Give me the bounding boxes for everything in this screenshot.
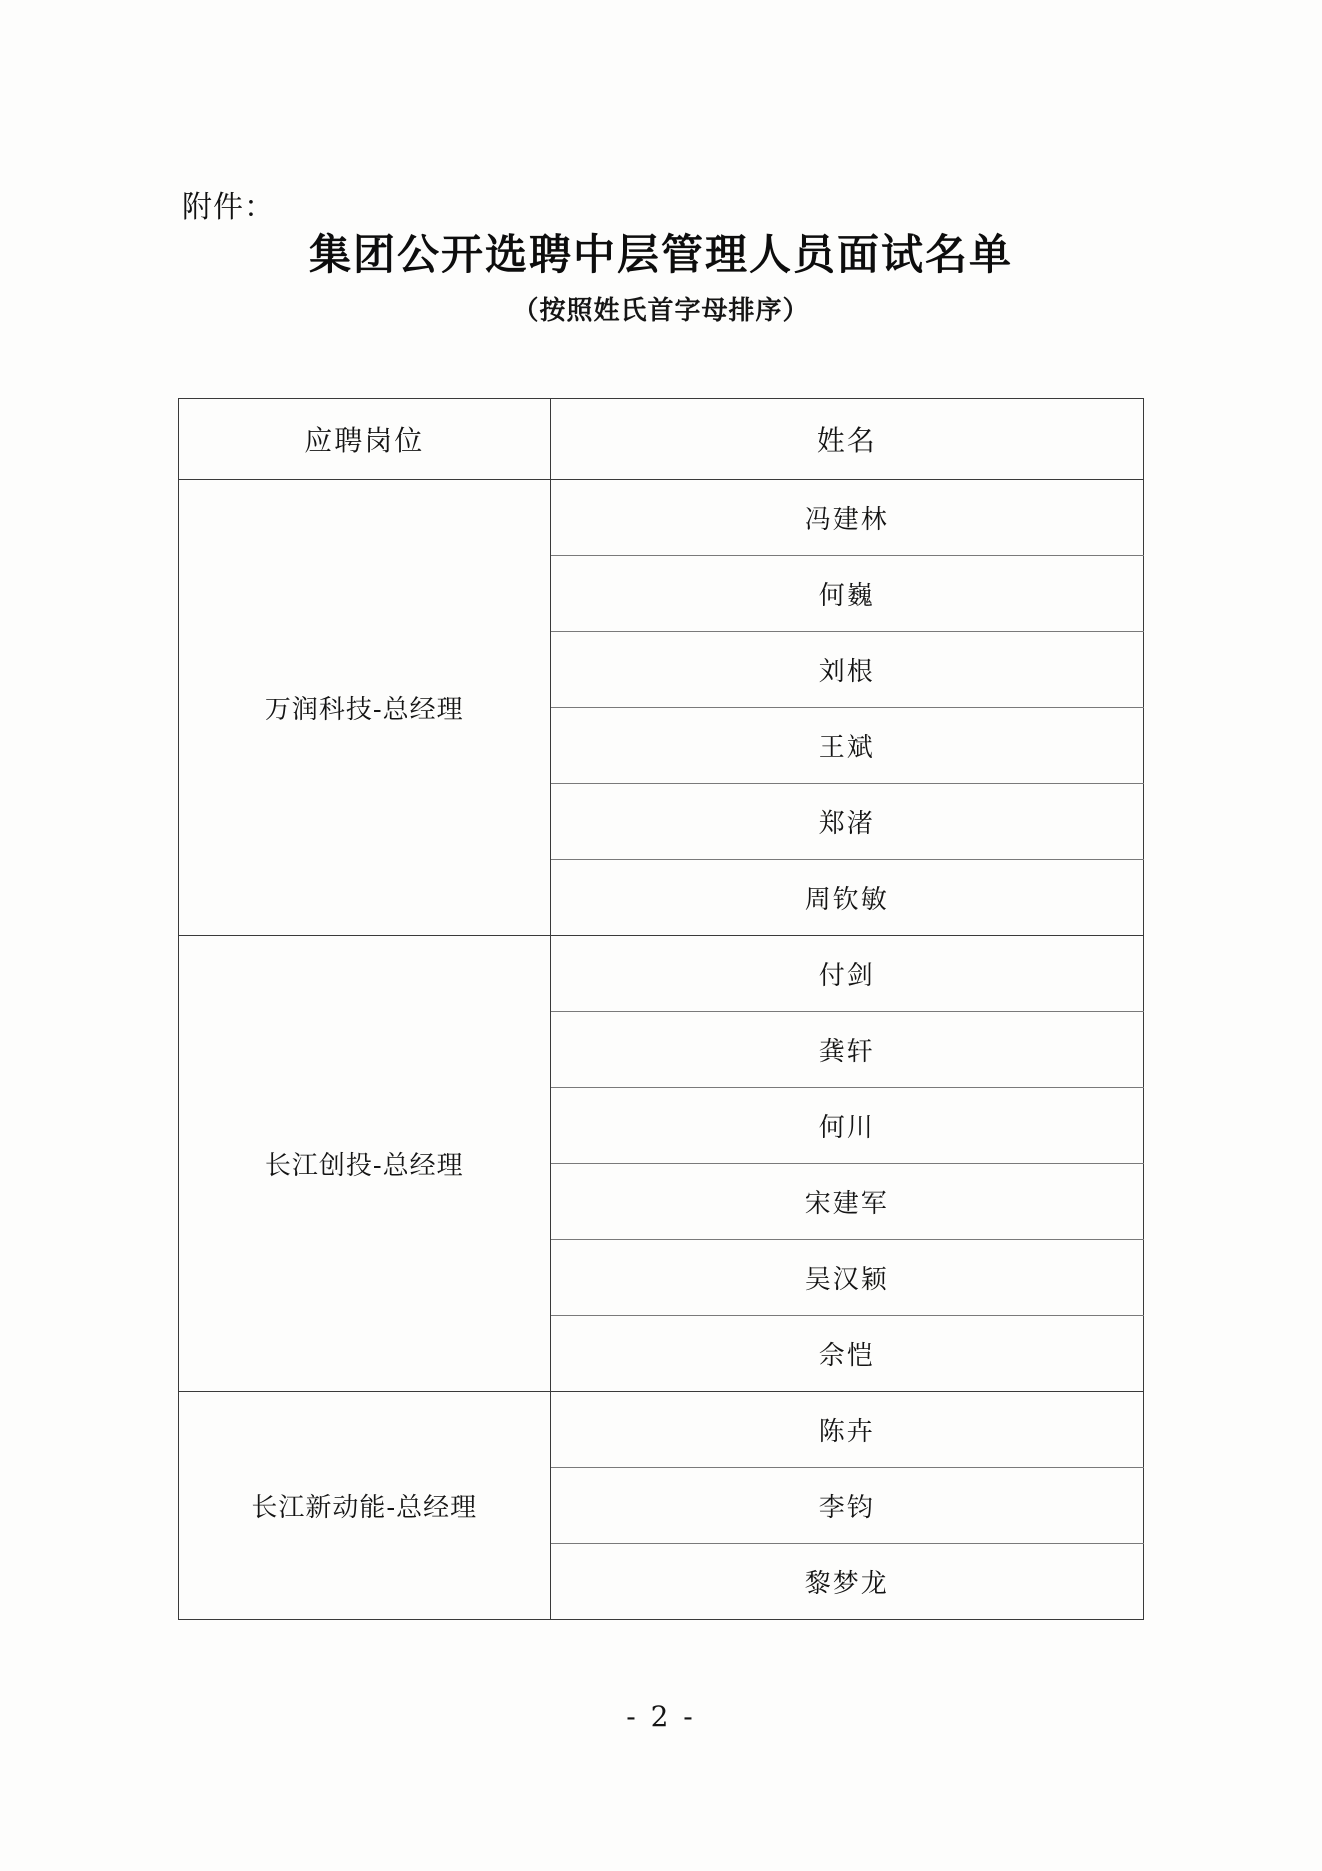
table-row [179,480,1144,556]
column-header-name: 姓名 [550,399,1143,480]
name-cell: 付剑 [550,936,1143,1012]
page-subtitle: （按照姓氏首字母排序） [512,296,810,326]
page-title: 集团公开选聘中层管理人员面试名单 [308,230,1013,279]
name-cell: 吴汉颖 [550,1240,1143,1316]
column-header-position: 应聘岗位 [179,399,551,480]
name-cell: 宋建军 [550,1164,1143,1240]
name-cell: 黎梦龙 [550,1544,1143,1620]
attachment-label: 附件： [182,190,275,225]
name-cell: 佘恺 [550,1316,1143,1392]
name-cell: 冯建林 [550,480,1143,556]
name-cell: 周钦敏 [550,860,1143,936]
name-cell: 郑渚 [550,784,1143,860]
name-cell: 何川 [550,1088,1143,1164]
table-row [179,1392,1144,1468]
table-header [179,399,1144,480]
name-cell: 陈卉 [550,1392,1143,1468]
position-cell: 长江新动能-总经理 [179,1392,551,1620]
name-cell: 刘根 [550,632,1143,708]
position-cell: 万润科技-总经理 [179,480,551,936]
name-cell: 李钧 [550,1468,1143,1544]
name-cell: 龚轩 [550,1012,1143,1088]
position-cell: 长江创投-总经理 [179,936,551,1392]
table-body [179,480,1144,1620]
table-header-row [179,399,1144,480]
roster-table [178,398,1144,1620]
table-row [179,936,1144,1012]
roster-table-container [178,398,1144,1620]
page-number: - 2 - [626,1700,696,1733]
name-cell: 王斌 [550,708,1143,784]
name-cell: 何巍 [550,556,1143,632]
